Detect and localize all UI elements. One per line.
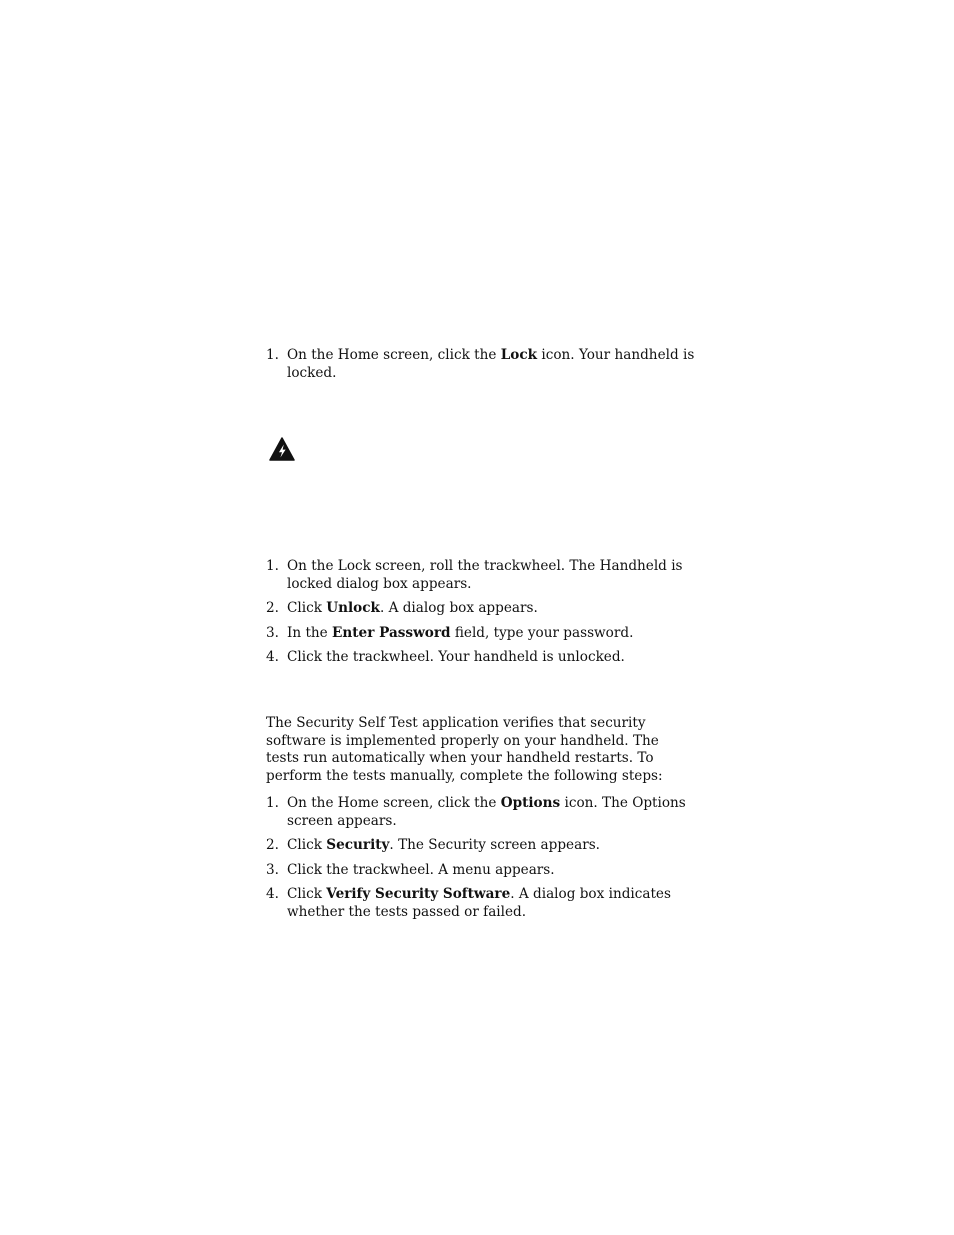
step-text-end: field, type your password.: [450, 624, 634, 641]
step-text: In the: [287, 624, 333, 641]
step-text: On the Home screen, click the: [287, 347, 501, 363]
step-number: 1.: [266, 795, 279, 811]
self-test-section: [266, 715, 696, 785]
warning-icon: [269, 437, 295, 461]
unlock-steps: [266, 558, 696, 667]
step-text-end: . A dialog box indicates whether the tests passed or failed.: [287, 886, 671, 920]
lock-steps: [266, 347, 696, 382]
step-bold-term: Security: [326, 837, 390, 853]
step-text-end: . The Security screen appears.: [389, 837, 600, 853]
step-text: On the Lock screen, roll the trackwheel. The Handheld is locked dialog box appears.: [287, 558, 683, 592]
step-text-end: icon. Your handheld is locked.: [287, 347, 695, 381]
step-number: 2.: [266, 837, 279, 853]
list-item: [266, 347, 696, 382]
list-item: [266, 886, 696, 921]
list-item: [266, 649, 696, 667]
self-test-intro: The Security Self Test application verifies that security software is implemented properly on your handheld. The tests run automatically when your handheld restarts. To perform the tests manually, complete the following steps:: [266, 715, 663, 784]
list-item: [266, 625, 696, 643]
step-bold-term: Verify Security Software: [326, 886, 511, 902]
unlock-section: [266, 558, 696, 667]
step-bold-term: Lock: [500, 347, 538, 363]
step-number: 4.: [266, 649, 279, 665]
step-text-end: icon. The Options screen appears.: [287, 795, 686, 829]
list-item: [266, 795, 696, 830]
list-item: [266, 862, 696, 880]
step-text: Click: [287, 600, 327, 616]
step-number: 1.: [266, 347, 279, 363]
step-number: 3.: [266, 861, 279, 878]
list-item: [266, 600, 696, 618]
step-text: Click: [287, 837, 327, 853]
list-item: [266, 837, 696, 855]
step-bold-term: Enter Password: [332, 624, 451, 641]
step-text: On the Home screen, click the: [287, 795, 501, 811]
step-text: Click: [287, 886, 327, 902]
list-item: [266, 558, 696, 593]
step-bold-term: Options: [500, 795, 561, 811]
step-number: 3.: [266, 624, 279, 641]
step-text: Click the trackwheel. Your handheld is unlocked.: [287, 649, 625, 665]
self-test-steps-wrapper: [266, 795, 696, 921]
step-bold-term: Unlock: [326, 600, 380, 616]
step-number: 4.: [266, 886, 279, 902]
step-number: 1.: [266, 558, 279, 574]
step-number: 2.: [266, 600, 279, 616]
step-text-end: . A dialog box appears.: [379, 600, 538, 616]
step-text: Click the trackwheel. A menu appears.: [287, 861, 555, 878]
lock-section: [266, 347, 696, 382]
self-test-steps: [266, 795, 696, 921]
